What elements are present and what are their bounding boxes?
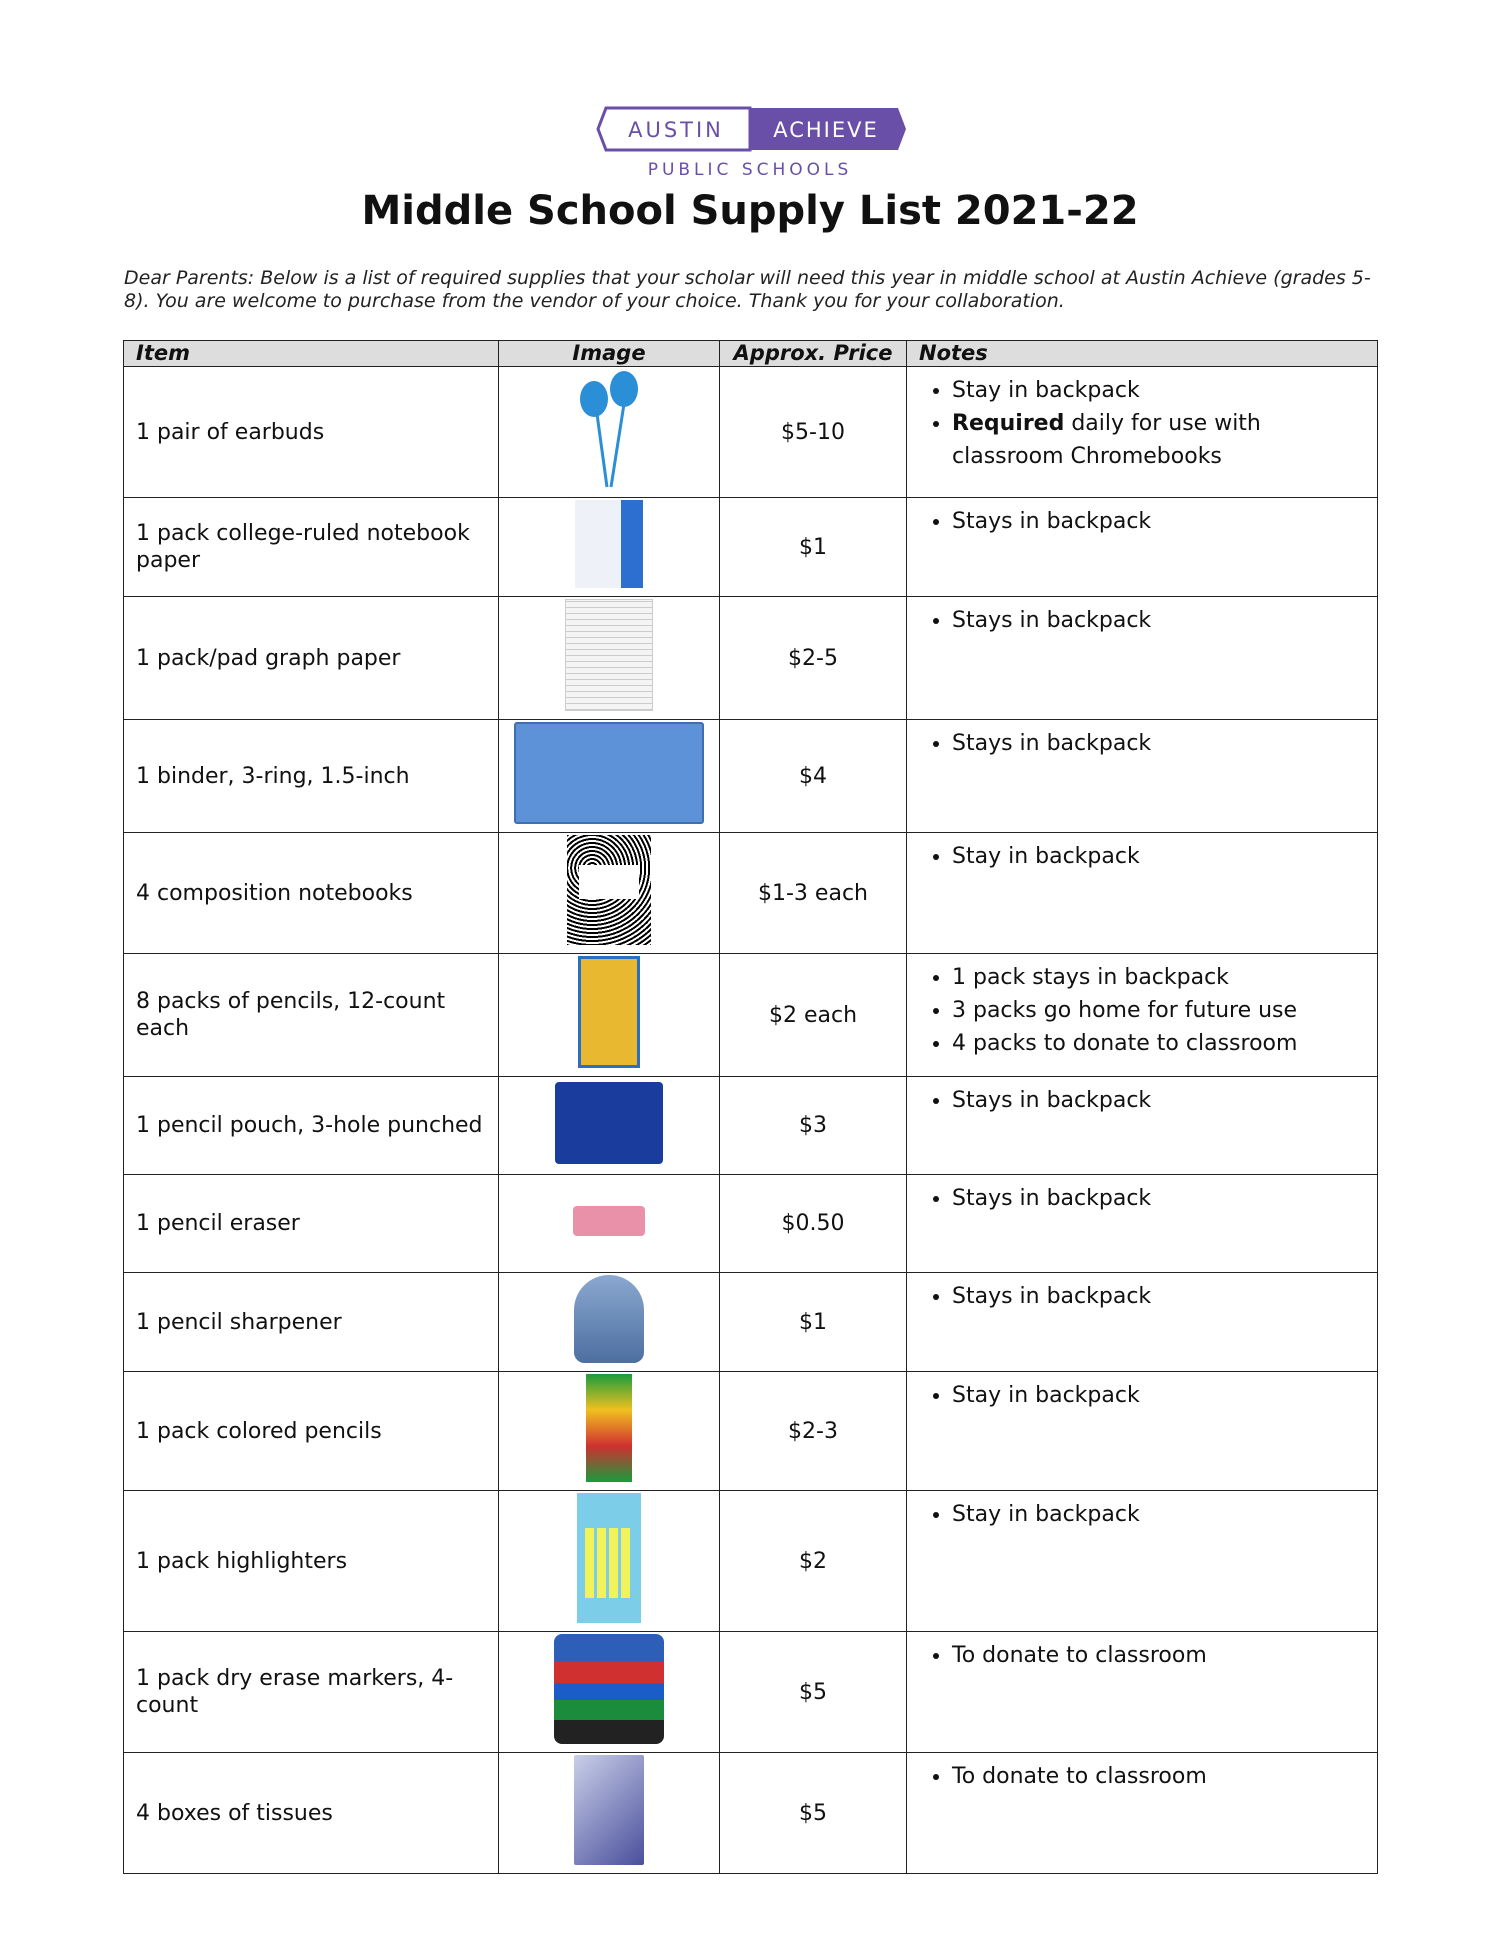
item-notes [907,1491,1378,1632]
item-price: $2 [720,1491,907,1632]
logo-subtitle: PUBLIC SCHOOLS [647,160,853,180]
item-name: 1 pack dry erase markers, 4-count [124,1632,499,1753]
table-row [124,1753,1378,1874]
header-item: Item [124,341,499,367]
table-header [124,341,1378,367]
item-price: $0.50 [720,1175,907,1273]
note-item: • Stay in backpack [952,1498,1376,1531]
item-notes [907,498,1378,597]
item-notes [907,720,1378,833]
item-name: 8 packs of pencils, 12-count each [124,954,499,1077]
highlighters-image [499,1491,720,1632]
header-image: Image [499,341,720,367]
item-notes [907,1372,1378,1491]
item-notes [907,1753,1378,1874]
item-notes [907,597,1378,720]
note-item: • 1 pack stays in backpack [952,961,1376,994]
note-item: • Stays in backpack [952,1280,1376,1313]
pencils-image [499,954,720,1077]
header-notes: Notes [907,341,1378,367]
dry-erase-markers-image [499,1632,720,1753]
note-item: • Required daily for use with classroom Chromebooks [952,407,1376,473]
item-price: $5 [720,1632,907,1753]
table-row [124,1273,1378,1372]
note-item: • Stays in backpack [952,505,1376,538]
item-price: $4 [720,720,907,833]
item-price: $5 [720,1753,907,1874]
binder-image [499,720,720,833]
item-name: 1 pencil eraser [124,1175,499,1273]
item-notes [907,1175,1378,1273]
item-notes [907,1077,1378,1175]
note-item: • Stay in backpack [952,374,1376,407]
note-item: • 4 packs to donate to classroom [952,1027,1376,1060]
note-item: • To donate to classroom [952,1760,1376,1793]
item-price: $5-10 [720,367,907,498]
note-item: • Stay in backpack [952,1379,1376,1412]
item-name: 1 pencil sharpener [124,1273,499,1372]
sharpener-image [499,1273,720,1372]
item-notes [907,367,1378,498]
item-price: $1 [720,1273,907,1372]
table-row [124,597,1378,720]
item-price: $1 [720,498,907,597]
colored-pencils-image [499,1372,720,1491]
table-row [124,1632,1378,1753]
note-item: • Stays in backpack [952,604,1376,637]
table-row [124,833,1378,954]
item-name: 1 pair of earbuds [124,367,499,498]
composition-notebook-image [499,833,720,954]
item-price: $2-3 [720,1372,907,1491]
item-notes [907,833,1378,954]
table-row [124,498,1378,597]
note-item: • Stays in backpack [952,1084,1376,1117]
pencil-pouch-image [499,1077,720,1175]
item-notes [907,954,1378,1077]
item-name: 1 pencil pouch, 3-hole punched [124,1077,499,1175]
note-item: • To donate to classroom [952,1639,1376,1672]
item-notes [907,1632,1378,1753]
tissues-image [499,1753,720,1874]
intro-text: Dear Parents: Below is a list of required supplies that your scholar will need this year in middle school at Austin Achieve (grades 5-8). You are welcome to purchase from the vendor of your choice. Thank you for your collaboration. [124,267,1371,312]
supply-table [123,340,1378,1874]
item-price: $2-5 [720,597,907,720]
page-title: Middle School Supply List 2021-22 [361,188,1139,234]
earbuds-image [499,367,720,498]
table-row [124,1077,1378,1175]
table-row [124,1372,1378,1491]
eraser-image [499,1175,720,1273]
table-row [124,954,1378,1077]
svg-text:ACHIEVE: ACHIEVE [773,118,879,142]
table-row [124,1175,1378,1273]
header-price: Approx. Price [720,341,907,367]
item-name: 1 binder, 3-ring, 1.5-inch [124,720,499,833]
note-item: • Stays in backpack [952,727,1376,760]
table-row [124,367,1378,498]
notebook-paper-image [499,498,720,597]
table-row [124,720,1378,833]
item-notes [907,1273,1378,1372]
svg-text:AUSTIN: AUSTIN [628,118,724,142]
note-item: • Stays in backpack [952,1182,1376,1215]
item-price: $1-3 each [720,833,907,954]
item-name: 1 pack highlighters [124,1491,499,1632]
item-name: 1 pack college-ruled notebook paper [124,498,499,597]
item-name: 1 pack colored pencils [124,1372,499,1491]
item-name: 1 pack/pad graph paper [124,597,499,720]
graph-paper-image [499,597,720,720]
note-item: • 3 packs go home for future use [952,994,1376,1027]
note-item: • Stay in backpack [952,840,1376,873]
item-name: 4 composition notebooks [124,833,499,954]
austin-achieve-logo [596,106,908,152]
item-price: $3 [720,1077,907,1175]
item-name: 4 boxes of tissues [124,1753,499,1874]
table-row [124,1491,1378,1632]
item-price: $2 each [720,954,907,1077]
